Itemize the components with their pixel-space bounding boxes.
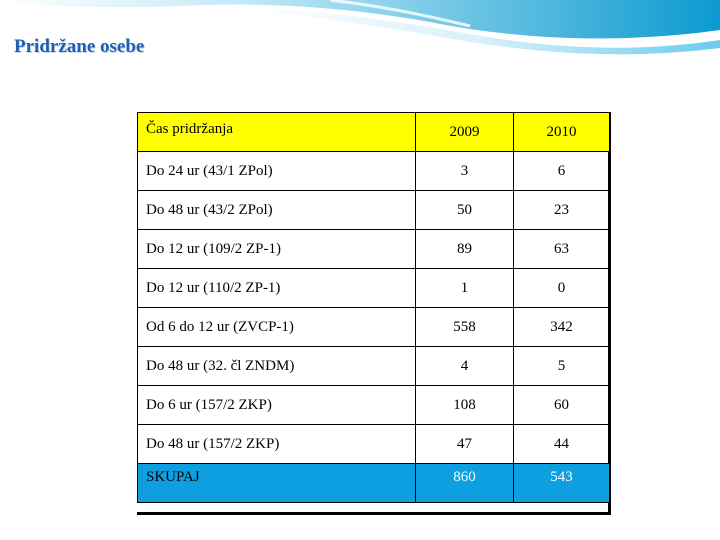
cell-2010: 44 (514, 425, 610, 464)
detention-table (137, 112, 610, 503)
table-header-row (138, 113, 610, 152)
row-label: Do 12 ur (109/2 ZP-1) (138, 230, 416, 269)
cell-2009: 50 (416, 191, 514, 230)
cell-2009: 89 (416, 230, 514, 269)
table-total-row (138, 464, 610, 503)
row-label: Do 12 ur (110/2 ZP-1) (138, 269, 416, 308)
cell-2009: 558 (416, 308, 514, 347)
cell-2010: 23 (514, 191, 610, 230)
cell-2009: 4 (416, 347, 514, 386)
total-label: SKUPAJ (138, 464, 416, 503)
row-label: Do 48 ur (157/2 ZKP) (138, 425, 416, 464)
cell-2010: 63 (514, 230, 610, 269)
cell-2010: 342 (514, 308, 610, 347)
total-2010: 543 (514, 464, 610, 503)
row-label: Od 6 do 12 ur (ZVCP-1) (138, 308, 416, 347)
page-title: Pridržane osebe (14, 36, 145, 57)
cell-2009: 108 (416, 386, 514, 425)
cell-2009: 1 (416, 269, 514, 308)
row-label: Do 48 ur (32. čl ZNDM) (138, 347, 416, 386)
table-row (138, 230, 610, 269)
row-label: Do 24 ur (43/1 ZPol) (138, 152, 416, 191)
table-row (138, 425, 610, 464)
column-header-2009: 2009 (416, 113, 514, 152)
table-row (138, 191, 610, 230)
total-2009: 860 (416, 464, 514, 503)
table-row (138, 386, 610, 425)
cell-2010: 6 (514, 152, 610, 191)
row-label: Do 6 ur (157/2 ZKP) (138, 386, 416, 425)
row-label: Do 48 ur (43/2 ZPol) (138, 191, 416, 230)
table-row (138, 347, 610, 386)
table-row (138, 152, 610, 191)
cell-2009: 47 (416, 425, 514, 464)
table-row (138, 308, 610, 347)
cell-2010: 5 (514, 347, 610, 386)
table-row (138, 269, 610, 308)
cell-2010: 60 (514, 386, 610, 425)
column-header-duration: Čas pridržanja (138, 113, 416, 152)
cell-2010: 0 (514, 269, 610, 308)
cell-2009: 3 (416, 152, 514, 191)
column-header-2010: 2010 (514, 113, 610, 152)
